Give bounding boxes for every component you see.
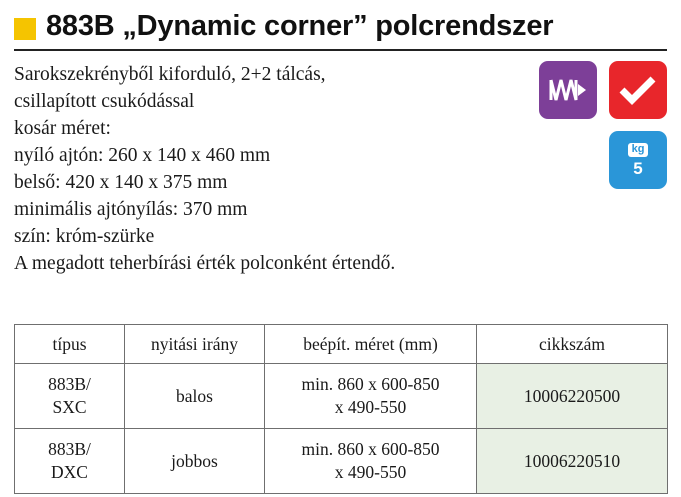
description-line: csillapított csukódással bbox=[14, 91, 195, 112]
table-row bbox=[15, 364, 668, 429]
description-line: minimális ajtónyílás: 370 mm bbox=[14, 199, 248, 220]
check-mark-icon bbox=[609, 61, 667, 119]
cell-code: 10006220500 bbox=[477, 364, 668, 429]
icon-column bbox=[507, 61, 667, 189]
cell-size-line2: x 490-550 bbox=[334, 462, 407, 482]
cell-size-line1: min. 860 x 600-850 bbox=[301, 439, 440, 459]
page-title: 883B „Dynamic corner” polcrendszer bbox=[46, 10, 554, 42]
cell-type-line2: SXC bbox=[52, 397, 87, 417]
column-header-direction: nyitási irány bbox=[125, 325, 265, 364]
column-header-code: cikkszám bbox=[477, 325, 668, 364]
soft-close-icon bbox=[539, 61, 597, 119]
yellow-square-marker bbox=[14, 18, 36, 40]
spec-table-container bbox=[14, 324, 667, 494]
description-line: Sarokszekrényből kiforduló, 2+2 tálcás, bbox=[14, 64, 326, 85]
cell-type-line1: 883B/ bbox=[48, 439, 91, 459]
load-capacity-icon bbox=[609, 131, 667, 189]
table-row bbox=[15, 429, 668, 494]
icon-row-bottom bbox=[507, 131, 667, 189]
page-header bbox=[14, 10, 667, 45]
cell-type-line1: 883B/ bbox=[48, 374, 91, 394]
cell-type bbox=[15, 364, 125, 429]
column-header-type: típus bbox=[15, 325, 125, 364]
spec-table bbox=[14, 324, 668, 494]
cell-direction: jobbos bbox=[125, 429, 265, 494]
description-block bbox=[14, 61, 484, 277]
cell-code: 10006220510 bbox=[477, 429, 668, 494]
kg-value-label: 5 bbox=[633, 159, 643, 178]
column-header-size: beépít. méret (mm) bbox=[265, 325, 477, 364]
body-area bbox=[14, 61, 667, 277]
cell-type bbox=[15, 429, 125, 494]
cell-type-line2: DXC bbox=[51, 462, 88, 482]
kg-unit-label: kg bbox=[628, 143, 649, 157]
cell-size bbox=[265, 364, 477, 429]
description-line: kosár méret: bbox=[14, 118, 111, 139]
cell-size bbox=[265, 429, 477, 494]
header-divider bbox=[14, 49, 667, 51]
cell-size-line1: min. 860 x 600-850 bbox=[301, 374, 440, 394]
description-line: nyíló ajtón: 260 x 140 x 460 mm bbox=[14, 145, 271, 166]
kg-badge bbox=[628, 143, 649, 177]
cell-direction: balos bbox=[125, 364, 265, 429]
description-line: szín: króm-szürke bbox=[14, 226, 155, 247]
icon-row-top bbox=[507, 61, 667, 119]
description-line: belső: 420 x 140 x 375 mm bbox=[14, 172, 228, 193]
description-note: A megadott teherbírási érték polconként értendő. bbox=[14, 253, 396, 274]
cell-size-line2: x 490-550 bbox=[334, 397, 407, 417]
table-header-row bbox=[15, 325, 668, 364]
